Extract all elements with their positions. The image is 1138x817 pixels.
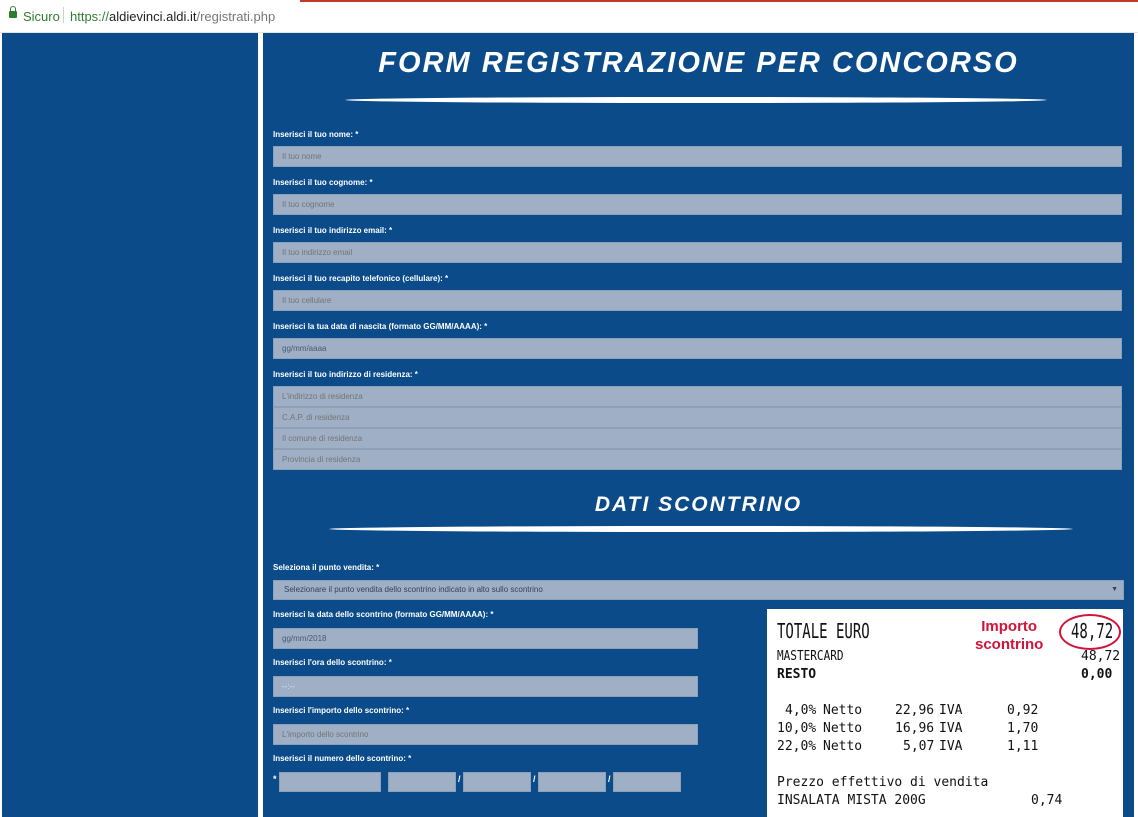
receipt-iva-label: IVA [939,739,963,754]
receipt-resto-value: 0,00 [1081,667,1113,682]
numero-segment-2[interactable] [388,772,456,792]
receipt-iva-rate: 10,0% [777,721,817,736]
importo-annotation-line1: Importo [981,618,1038,635]
cognome-label: Inserisci il tuo cognome: * [273,178,373,187]
numero-scontrino-label: Inserisci il numero dello scontrino: * [273,754,412,763]
numero-separator: / [608,774,611,784]
punto-vendita-selected: Selezionare il punto vendita dello scontrino indicato in alto sullo scontrino [284,585,543,594]
importo-scontrino-label: Inserisci l'importo dello scontrino: * [273,706,410,715]
email-label: Inserisci il tuo indirizzo email: * [273,226,393,235]
importo-annotation-line2: scontrino [975,636,1044,653]
ora-scontrino-input[interactable]: --:-- [273,676,698,697]
numero-segment-3[interactable] [463,772,531,792]
nome-input[interactable] [273,146,1122,167]
email-input[interactable] [273,242,1122,263]
data-scontrino-input[interactable]: gg/mm/2018 [273,628,698,649]
punto-vendita-select[interactable] [273,580,1124,600]
receipt-totale-label: TOTALE EURO [777,619,870,643]
importo-scontrino-input[interactable] [273,724,698,745]
receipt-netto-label: Netto [823,703,863,718]
receipt-iva-rate: 22,0% [777,739,817,754]
telefono-label: Inserisci il tuo recapito telefonico (cellulare): * [273,274,449,283]
receipt-iva-rate: 4,0% [785,703,817,718]
data-scontrino-label: Inserisci la data dello scontrino (formato GG/MM/AAAA): * [273,610,494,619]
numero-segment-4[interactable] [538,772,606,792]
receipt-netto-label: Netto [823,739,863,754]
receipt-iva-value: 1,70 [1007,721,1039,736]
form-title: FORM REGISTRAZIONE PER CONCORSO [378,47,1019,79]
cognome-input[interactable] [273,194,1122,215]
receipt-item-price: 0,74 [1031,793,1063,808]
numero-segment-1[interactable] [279,772,381,792]
importo-annotation [975,618,1043,654]
tab-accent-line [300,0,1138,2]
receipt-item-name: INSALATA MISTA 200G [777,793,926,808]
address-bar[interactable] [0,0,1138,33]
receipt-mastercard-label: MASTERCARD [777,649,844,664]
lock-icon [9,11,17,18]
punto-vendita-label: Seleziona il punto vendita: * [273,563,380,572]
nascita-input[interactable]: gg/mm/aaaa [273,338,1122,359]
indirizzo-input[interactable] [273,386,1122,407]
receipt-iva-value: 1,11 [1007,739,1039,754]
scontrino-title: DATI SCONTRINO [594,493,803,516]
receipt-netto-value: 22,96 [895,703,935,718]
receipt-iva-value: 0,92 [1007,703,1039,718]
form-panel [263,33,1134,817]
url-text[interactable] [70,9,275,24]
provincia-input[interactable] [273,449,1122,470]
url-path: /registrati.php [196,9,276,24]
receipt-netto-value: 5,07 [903,739,935,754]
receipt-iva-label: IVA [939,703,963,718]
numero-required-mark: * [273,774,277,784]
ora-scontrino-label: Inserisci l'ora dello scontrino: * [273,658,392,667]
title-underline [345,97,1047,103]
numero-segment-5[interactable] [613,772,681,792]
scontrino-underline [329,526,1073,532]
receipt-netto-value: 16,96 [895,721,935,736]
right-edge [1134,33,1138,817]
address-divider [63,7,64,23]
receipt-prezzo-label: Prezzo effettivo di vendita [777,775,989,790]
secure-label: Sicuro [23,9,60,24]
nascita-label: Inserisci la tua data di nascita (formato GG/MM/AAAA): * [273,322,488,331]
receipt-example-image [767,609,1123,817]
numero-separator: / [533,774,536,784]
receipt-iva-label: IVA [939,721,963,736]
receipt-resto-label: RESTO [777,667,817,682]
receipt-totale-value: 48,72 [1071,619,1114,643]
url-scheme: https:// [70,9,110,24]
receipt-mastercard-value: 48,72 [1081,649,1121,664]
residenza-label: Inserisci il tuo indirizzo di residenza: * [273,370,418,379]
receipt-netto-label: Netto [823,721,863,736]
left-sidebar [2,33,258,817]
telefono-input[interactable] [273,290,1122,311]
numero-separator: / [458,774,461,784]
page [0,33,1138,817]
comune-input[interactable] [273,428,1122,449]
chevron-down-icon: ▼ [1111,586,1118,593]
cap-input[interactable] [273,407,1122,428]
importo-highlight-circle [1059,614,1121,650]
url-domain: aldievinci.aldi.it [109,9,197,24]
nome-label: Inserisci il tuo nome: * [273,130,359,139]
